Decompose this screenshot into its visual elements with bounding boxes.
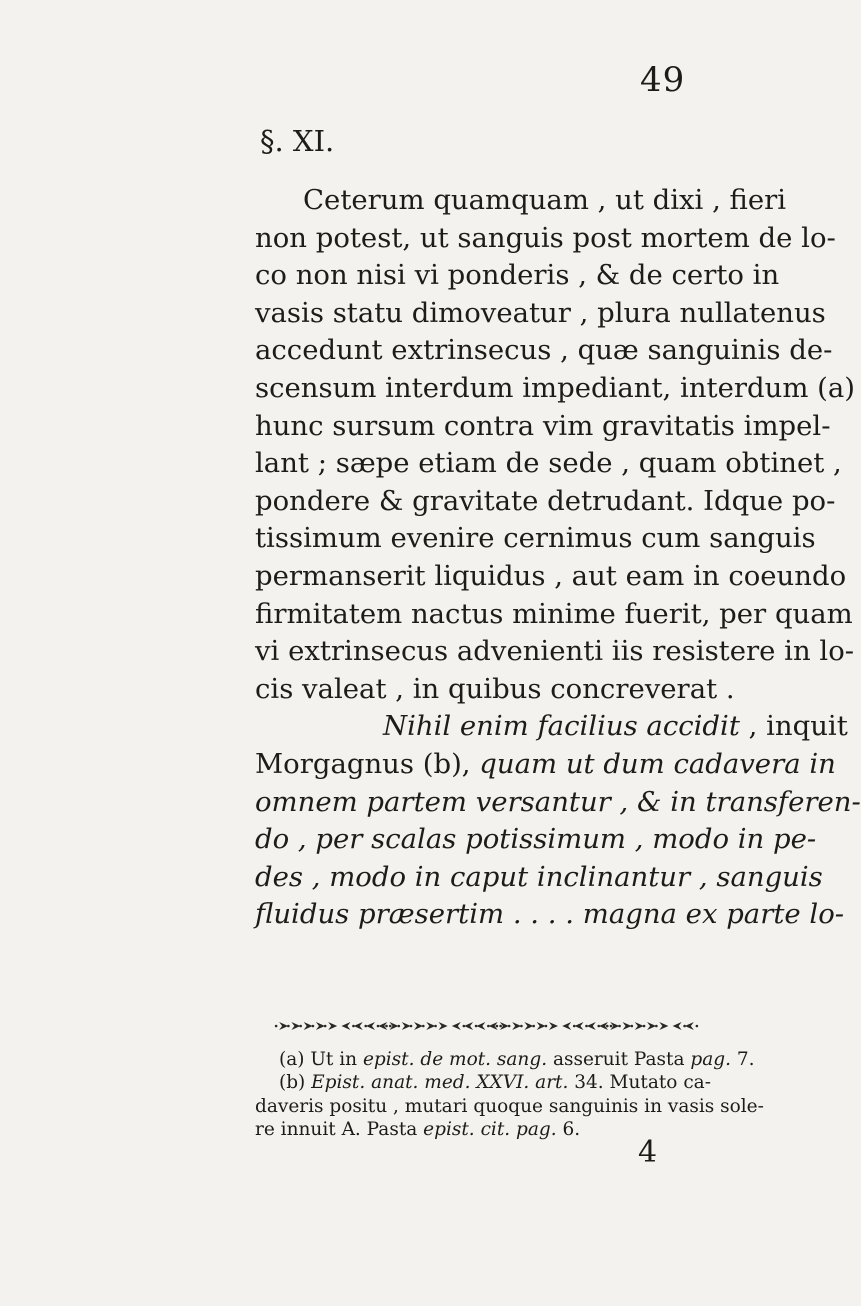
footnotes <box>255 1048 764 1142</box>
quote-roman: , inquit <box>739 710 848 743</box>
text-line: cis valeat , in quibus concreverat . <box>255 672 735 705</box>
footnote-text: 6. <box>556 1119 581 1141</box>
ornament-glyph <box>328 1022 337 1030</box>
ornament-dot <box>389 1025 392 1028</box>
section-heading: §. XI. <box>260 124 335 158</box>
ornament-dot <box>696 1025 699 1028</box>
quote-line: des , modo in caput inclinantur , sanguis <box>255 860 823 893</box>
ornament-glyph <box>316 1022 325 1030</box>
ornament-glyph <box>562 1022 571 1030</box>
ornament-glyph <box>623 1022 632 1030</box>
ornament-glyph <box>354 1022 363 1030</box>
footnote-b-continued <box>255 1118 695 1141</box>
ornament-dot <box>422 1025 425 1028</box>
footnote-text: asseruit Pasta <box>547 1049 691 1070</box>
ornament-glyph <box>574 1022 583 1030</box>
footnote-b <box>255 1071 711 1094</box>
quote-line <box>255 708 848 746</box>
quote-roman: Morgagnus (b), <box>255 747 480 780</box>
ornament-glyph <box>402 1022 411 1030</box>
ornament-glyph <box>673 1022 682 1030</box>
text-line: vi extrinsecus advenienti iis resistere in lo- <box>255 635 855 668</box>
ornament-glyph <box>476 1022 485 1030</box>
ornament-dot <box>508 1025 511 1028</box>
ornament-glyph <box>291 1022 300 1030</box>
ornament-dot <box>606 1025 609 1028</box>
ornament-glyph <box>647 1022 656 1030</box>
ornament-glyph <box>659 1022 668 1030</box>
text-line: Ceterum quamquam , ut dixi , fieri <box>303 184 787 216</box>
ornament-glyph <box>279 1022 288 1030</box>
text-line: co non nisi vi ponderis , & de certo in <box>255 259 780 292</box>
ornament-dot <box>299 1025 302 1028</box>
ornament-dot <box>618 1025 621 1028</box>
quote-line: omnem partem versantur , & in transferen- <box>255 785 861 818</box>
ornament-glyph <box>685 1022 694 1030</box>
text-line: pondere & gravitate detrudant. Idque po- <box>255 484 836 517</box>
quote-line: do , per scalas potissimum , modo in pe- <box>255 823 817 856</box>
ornament-glyph <box>366 1022 375 1030</box>
text-line: hunc sursum contra vim gravitatis impel- <box>255 409 831 442</box>
footnote-a <box>255 1048 755 1071</box>
ornament-dot <box>643 1025 646 1028</box>
ornament-glyph <box>414 1022 423 1030</box>
ornament-glyph <box>464 1022 473 1030</box>
footnote-ref: epist. cit. pag. <box>423 1119 557 1141</box>
ornament-glyph <box>341 1022 350 1030</box>
ornament-dot <box>631 1025 634 1028</box>
footnote-text: re innuit A. Pasta <box>255 1119 424 1141</box>
ornament-glyph <box>524 1022 533 1030</box>
ornament-dot <box>655 1025 658 1028</box>
ornament-dot <box>312 1025 315 1028</box>
ornament-divider <box>278 1014 695 1038</box>
footnote-b-continued: daveris positu , mutari quoque sanguinis in vasis sole- <box>255 1095 764 1117</box>
ornament-dot <box>499 1025 502 1028</box>
quote-italic: quam ut dum cadavera in <box>479 747 836 780</box>
ornament-glyph <box>537 1022 546 1030</box>
main-text <box>255 182 861 934</box>
quote-line: fluidus præsertim . . . . magna ex parte lo- <box>255 898 845 931</box>
text-line: lant ; sæpe etiam de sede , quam obtinet , <box>255 447 842 480</box>
footnote-marker: (a) Ut in <box>279 1049 363 1070</box>
ornament-dot <box>434 1025 437 1028</box>
ornament-glyph <box>304 1022 313 1030</box>
ornament-dot <box>287 1025 290 1028</box>
signature-mark: 4 <box>638 1135 658 1170</box>
ornament-dot <box>410 1025 413 1028</box>
ornament-dot <box>496 1025 499 1028</box>
text-line: accedunt extrinsecus , quæ sanguinis de- <box>255 334 833 367</box>
ornament-dot <box>545 1025 548 1028</box>
ornament-dot <box>385 1025 388 1028</box>
footnote-ref: epist. de mot. sang. <box>362 1049 548 1070</box>
ornament-dot <box>324 1025 327 1028</box>
footnote-text: 34. Mutato ca- <box>568 1072 711 1094</box>
ornament-dot <box>520 1025 523 1028</box>
ornament-glyph <box>549 1022 558 1030</box>
text-line: firmitatem nactus minime fuerit, per quam <box>255 597 853 630</box>
footnote-marker: (b) <box>279 1072 312 1094</box>
quote-italic: Nihil enim facilius accidit <box>383 710 740 743</box>
footnote-text: 7. <box>731 1049 755 1070</box>
ornament-dot <box>532 1025 535 1028</box>
ornament-glyph <box>512 1022 521 1030</box>
quote-line <box>255 746 836 784</box>
ornament-glyph <box>635 1022 644 1030</box>
text-line: tissimum evenire cernimus cum sanguis <box>255 522 816 555</box>
footnote-ref: Epist. anat. med. XXVI. art. <box>311 1072 569 1094</box>
text-line: permanserit liquidus , aut eam in coeundo <box>255 559 847 592</box>
ornament-glyph <box>426 1022 435 1030</box>
page-number: 49 <box>640 60 686 100</box>
footnote-ref: pag. <box>690 1049 732 1070</box>
text-line: scensum interdum impediant, interdum (a) <box>255 371 856 404</box>
ornament-glyph <box>439 1022 448 1030</box>
ornament-glyph <box>452 1022 461 1030</box>
ornament-glyph <box>587 1022 596 1030</box>
ornament-dot <box>397 1025 400 1028</box>
ornament-dot <box>275 1025 278 1028</box>
text-line: non potest, ut sanguis post mortem de lo- <box>255 221 836 254</box>
ornament-dot <box>610 1025 613 1028</box>
text-line: vasis statu dimoveatur , plura nullatenus <box>255 296 826 329</box>
